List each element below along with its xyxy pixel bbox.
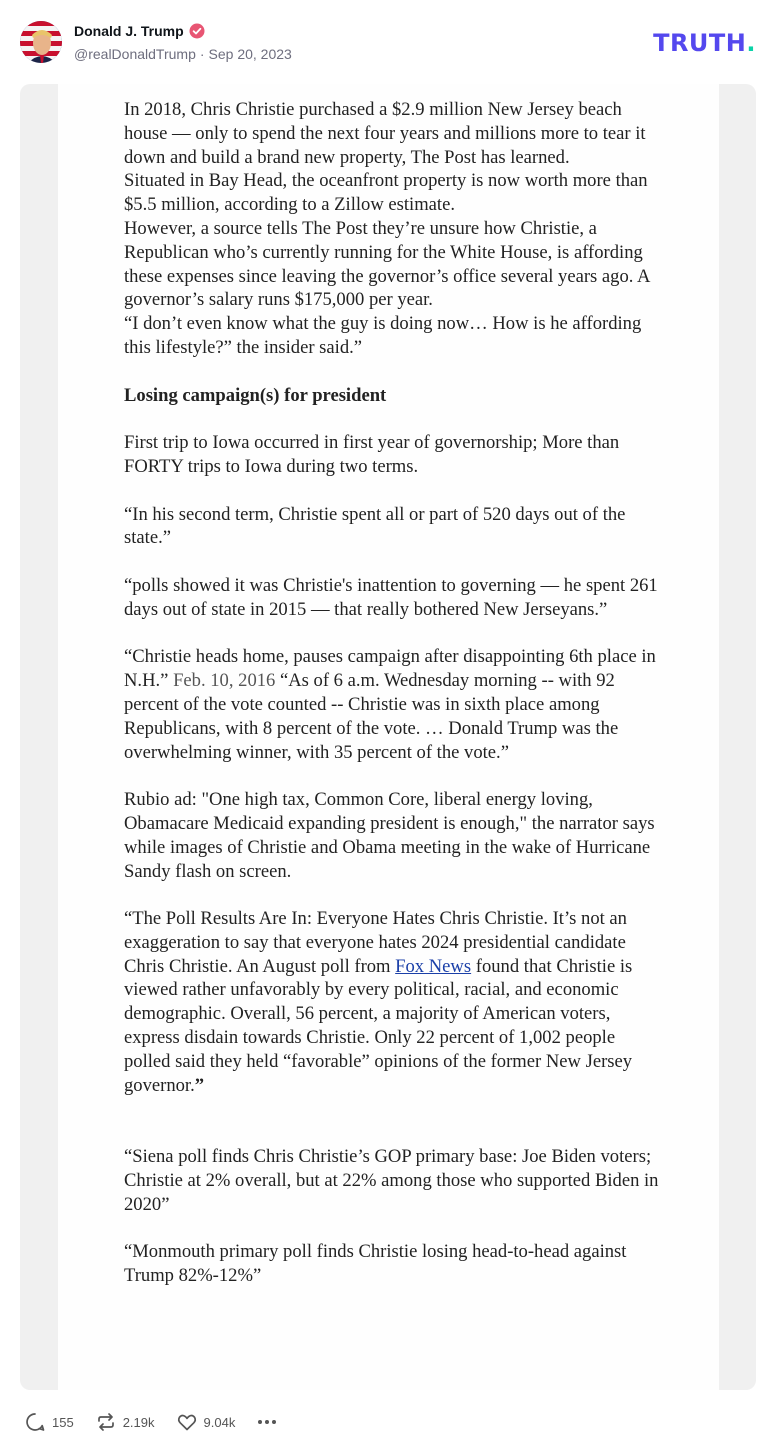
avatar-flag-portrait-icon [20, 21, 62, 63]
retruth-button[interactable] [95, 1411, 155, 1433]
doc-text-span: “As of 6 a.m. Wednesday morning -- with 92 percent of the vote counted -- Christie was in sixth place among Republicans, with 8 percent of the vote. … Donald Trump was the overwhelming winner, with 35 percent of the vote.” [124, 670, 619, 763]
post-date[interactable]: Sep 20, 2023 [208, 46, 292, 62]
document-page [58, 84, 719, 1390]
doc-paragraph [124, 907, 664, 1097]
logo-dot: . [746, 29, 756, 57]
doc-paragraph: In 2018, Chris Christie purchased a $2.9 million New Jersey beach house — only to spend the next four years and millions more to tear it down and build a brand new property, The Post has learned. [124, 99, 646, 168]
document-text [124, 98, 664, 1288]
retruth-count: 2.19k [122, 1414, 155, 1430]
doc-paragraph: Situated in Bay Head, the oceanfront property is now worth more than $5.5 million, according to a Zillow estimate. [124, 170, 648, 216]
doc-text-span: found that Christie is viewed rather unfavorably by every political, racial, and economic demographic. Overall, 56 percent, a majority of American voters, express disdain towards Christie. Only 22 percent of 1,002 people polled said they held “favorable” opinions of the former New Jersey governor. [124, 955, 633, 1096]
post-header [0, 0, 777, 80]
doc-link-fox-news: Fox News [395, 955, 472, 977]
author-avatar[interactable] [20, 21, 62, 63]
author-display-name[interactable]: Donald J. Trump [74, 23, 184, 39]
reply-button[interactable] [24, 1411, 74, 1433]
doc-text-span: ” [194, 1074, 205, 1096]
doc-paragraph: “I don’t even know what the guy is doing now… How is he affording this lifestyle?” the insider said.” [124, 313, 642, 358]
doc-paragraph: First trip to Iowa occurred in first year of governorship; More than FORTY trips to Iowa during two terms. [124, 432, 620, 477]
reply-count: 155 [52, 1414, 74, 1430]
doc-date: Feb. 10, 2016 [173, 670, 276, 692]
meta-separator: · [199, 46, 205, 62]
doc-paragraph [124, 645, 664, 764]
post-media-image[interactable] [20, 84, 756, 1390]
doc-paragraph: Rubio ad: "One high tax, Common Core, liberal energy loving, Obamacare Medicaid expanding president is enough," the narrator says while images of Christie and Obama meeting in the wake of Hurricane Sandy flash on screen. [124, 789, 655, 882]
truth-logo[interactable] [653, 29, 756, 57]
author-handle[interactable]: @realDonaldTrump [74, 46, 196, 62]
verified-badge-icon [189, 23, 205, 39]
doc-text-span: “Christie heads home, pauses campaign after disappointing 6th place in N.H.” [124, 646, 656, 692]
doc-paragraph: However, a source tells The Post they’re unsure how Christie, a Republican who’s currently running for the White House, is affording these expenses since leaving the governor’s office several years ago. A governor’s salary runs $175,000 per year. [124, 217, 650, 311]
doc-paragraph: “In his second term, Christie spent all or part of 520 days out of the state.” [124, 503, 626, 549]
doc-text-span: “The Poll Results Are In: Everyone Hates Chris Christie. It’s not an exaggeration to say that everyone hates 2024 presidential candidate Chris Christie. An August poll from [124, 908, 627, 977]
heart-icon [176, 1411, 198, 1433]
like-count: 9.04k [203, 1414, 236, 1430]
doc-paragraph: “Monmouth primary poll finds Christie losing head-to-head against Trump 82%-12%” [124, 1241, 627, 1287]
retruth-icon [95, 1411, 117, 1433]
like-button[interactable] [176, 1411, 236, 1433]
doc-paragraph: “Siena poll finds Chris Christie’s GOP primary base: Joe Biden voters; Christie at 2% overall, but at 22% among those who supported Biden in 2020” [124, 1146, 659, 1215]
doc-heading: Losing campaign(s) for president [124, 384, 387, 406]
logo-text: TRUTH [653, 29, 747, 57]
post-actions [24, 1410, 276, 1434]
doc-paragraph: “polls showed it was Christie's inattention to governing — he spent 261 days out of state in 2015 — that really bothered New Jerseyans.” [124, 574, 658, 620]
reply-icon [24, 1411, 46, 1433]
more-options-icon[interactable] [258, 1420, 276, 1424]
